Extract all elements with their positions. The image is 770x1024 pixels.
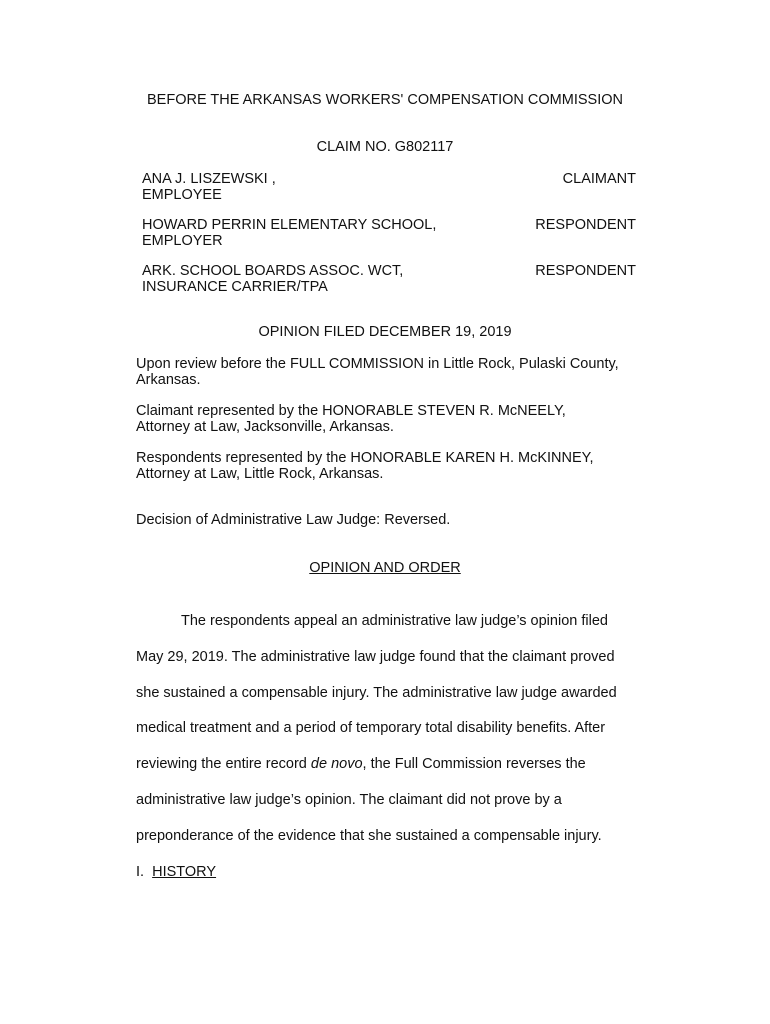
respondent-rep-line: Attorney at Law, Little Rock, Arkansas. (136, 466, 384, 482)
respondent-rep-line: Respondents represented by the HONORABLE KAREN H. McKINNEY, (136, 450, 594, 466)
claimant-party (142, 171, 276, 203)
review-statement (136, 356, 619, 388)
respondent-representation (136, 450, 594, 482)
party-name: HOWARD PERRIN ELEMENTARY SCHOOL, (142, 217, 437, 233)
alj-decision: Decision of Administrative Law Judge: Reversed. (136, 512, 451, 528)
party-name: ANA J. LISZEWSKI , (142, 171, 276, 187)
body-text: , the Full Commission reverses the (362, 756, 586, 772)
section-title: OPINION AND ORDER (309, 560, 461, 576)
carrier-party (142, 263, 403, 295)
body-line: preponderance of the evidence that she sustained a compensable injury. (136, 828, 602, 844)
review-line: Upon review before the FULL COMMISSION in Little Rock, Pulaski County, (136, 356, 619, 372)
history-title: HISTORY (152, 864, 217, 880)
party-designation: RESPONDENT (535, 217, 636, 233)
commission-heading: BEFORE THE ARKANSAS WORKERS' COMPENSATION COMMISSION (147, 92, 623, 108)
history-heading (136, 864, 216, 880)
party-name: ARK. SCHOOL BOARDS ASSOC. WCT, (142, 263, 404, 279)
body-line: administrative law judge’s opinion. The claimant did not prove by a (136, 792, 562, 808)
party-role: EMPLOYEE (142, 187, 222, 203)
opinion-filed-date: OPINION FILED DECEMBER 19, 2019 (258, 324, 512, 340)
party-role: EMPLOYER (142, 233, 223, 249)
body-line: May 29, 2019. The administrative law judge found that the claimant proved (136, 649, 615, 665)
review-line: Arkansas. (136, 372, 201, 388)
claimant-rep-line: Claimant represented by the HONORABLE STEVEN R. McNEELY, (136, 403, 566, 419)
body-line (136, 756, 586, 772)
claimant-rep-line: Attorney at Law, Jacksonville, Arkansas. (136, 419, 394, 435)
party-designation: CLAIMANT (562, 171, 636, 187)
body-line: she sustained a compensable injury. The administrative law judge awarded (136, 685, 617, 701)
history-number: I. (136, 864, 145, 880)
party-role: INSURANCE CARRIER/TPA (142, 279, 328, 295)
claimant-representation (136, 403, 566, 435)
body-line: The respondents appeal an administrative law judge’s opinion filed (181, 613, 608, 629)
employer-party (142, 217, 436, 249)
party-designation: RESPONDENT (535, 263, 636, 279)
body-line: medical treatment and a period of temporary total disability benefits. After (136, 720, 606, 736)
claim-number: CLAIM NO. G802117 (316, 139, 454, 155)
body-text: reviewing the entire record (136, 756, 311, 772)
latin-term: de novo (310, 756, 363, 772)
